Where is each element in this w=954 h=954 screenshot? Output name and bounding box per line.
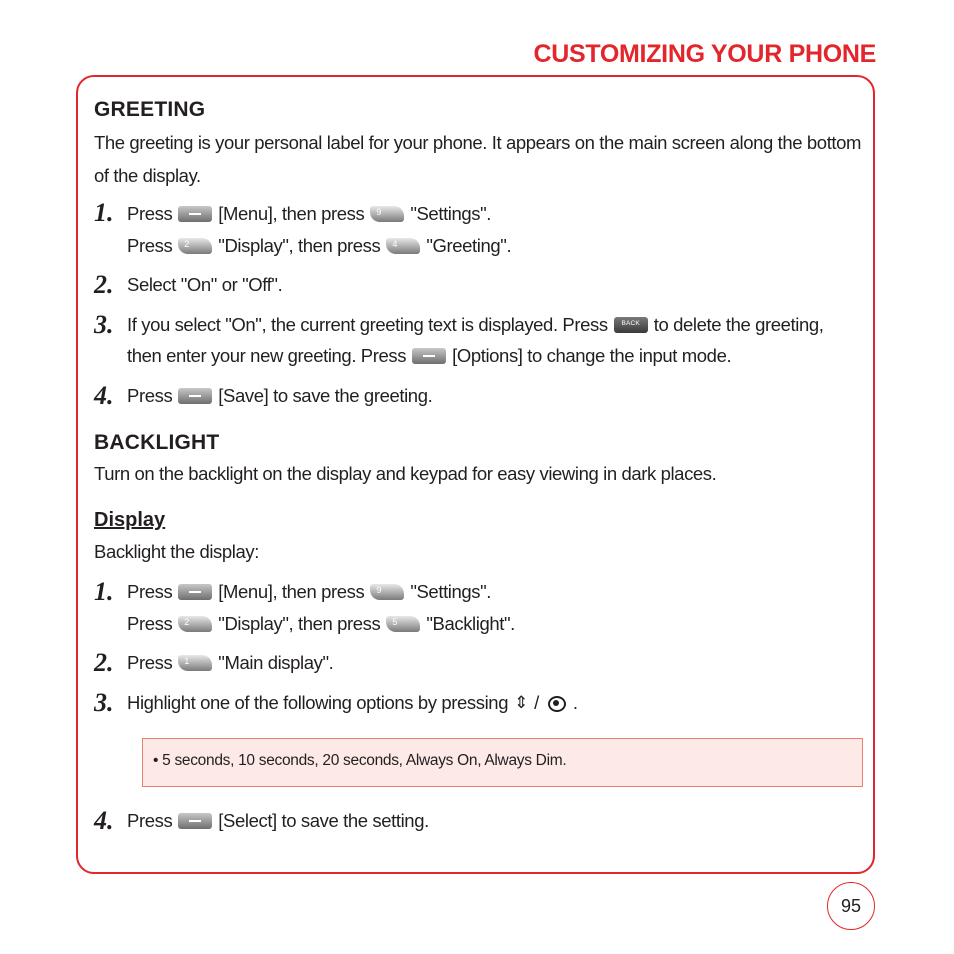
greeting-step2-line <box>127 274 282 296</box>
display-step4-line <box>127 810 429 832</box>
greeting-step4-number: 4. <box>94 381 114 410</box>
key-label: 1 <box>184 656 190 666</box>
step-text: [Menu], then press <box>218 581 365 602</box>
options-box <box>142 738 863 787</box>
key-label: 4 <box>392 239 398 249</box>
display-step1-number: 1. <box>94 577 114 606</box>
soft-key-icon <box>178 388 212 404</box>
greeting-step3-line1 <box>127 314 824 336</box>
key-label: 5 <box>392 617 398 627</box>
options-list: • 5 seconds, 10 seconds, 20 seconds, Always On, Always Dim. <box>153 752 567 769</box>
key-label: 2 <box>184 239 190 249</box>
step-text: "Backlight". <box>426 613 515 634</box>
key-label: 9 <box>376 207 382 217</box>
greeting-step2-number: 2. <box>94 270 114 299</box>
step-text: Press <box>127 613 173 634</box>
step-text: "Greeting". <box>426 235 512 256</box>
key-label: 2 <box>184 617 190 627</box>
step-text: Press <box>127 581 173 602</box>
step-text: [Select] to save the setting. <box>218 810 429 831</box>
display-subtitle: Display <box>94 509 166 531</box>
key-2-icon <box>178 238 212 254</box>
step-text: If you select "On", the current greeting text is displayed. Press <box>127 314 608 335</box>
step-text: Select "On" or "Off". <box>127 274 283 295</box>
step-text: then enter your new greeting. Press <box>127 345 407 366</box>
key-9-icon <box>370 206 404 222</box>
greeting-step3-number: 3. <box>94 310 114 339</box>
step-text: Press <box>127 385 173 406</box>
soft-key-icon <box>178 584 212 600</box>
display-step3-line <box>127 692 578 714</box>
greeting-step1-line2 <box>127 235 511 257</box>
soft-key-icon <box>412 348 446 364</box>
display-step1-line1 <box>127 581 491 603</box>
step-text: / <box>534 692 539 713</box>
step-text: "Display", then press <box>218 235 381 256</box>
display-step4-number: 4. <box>94 806 114 835</box>
greeting-title: GREETING <box>94 98 206 121</box>
backlight-intro: Turn on the backlight on the display and keypad for easy viewing in dark places. <box>94 463 717 484</box>
display-step3-number: 3. <box>94 688 114 717</box>
greeting-intro-line1: The greeting is your personal label for your phone. It appears on the main screen along the bottom <box>94 132 862 153</box>
key-1-icon <box>178 655 212 671</box>
soft-key-icon <box>178 813 212 829</box>
key-9-icon <box>370 584 404 600</box>
step-text: Highlight one of the following options by pressing <box>127 692 509 713</box>
step-text: Press <box>127 203 173 224</box>
step-text: "Settings". <box>410 581 492 602</box>
speaker-icon <box>545 695 567 711</box>
display-step2-number: 2. <box>94 648 114 677</box>
greeting-step1-line1 <box>127 203 491 225</box>
display-intro: Backlight the display: <box>94 541 259 562</box>
key-label: BACK <box>621 320 640 327</box>
up-down-nav-icon: ⇕ <box>514 693 529 712</box>
greeting-intro-line2: of the display. <box>94 165 201 186</box>
step-text: Press <box>127 810 173 831</box>
page-number: 95 <box>827 882 875 930</box>
display-step2-line <box>127 652 333 674</box>
backlight-title: BACKLIGHT <box>94 431 220 454</box>
step-text: Press <box>127 652 173 673</box>
step-text: "Main display". <box>218 652 334 673</box>
step-text: Press <box>127 235 173 256</box>
step-text: "Settings". <box>410 203 492 224</box>
step-text: . <box>572 692 578 713</box>
key-label: 9 <box>376 585 382 595</box>
step-text: [Save] to save the greeting. <box>218 385 433 406</box>
greeting-step1-number: 1. <box>94 198 114 227</box>
step-text: [Menu], then press <box>218 203 365 224</box>
step-text: to delete the greeting, <box>653 314 824 335</box>
step-text: [Options] to change the input mode. <box>452 345 732 366</box>
key-2-icon <box>178 616 212 632</box>
greeting-step3-line2 <box>127 345 731 367</box>
key-4-icon <box>386 238 420 254</box>
section-header: CUSTOMIZING YOUR PHONE <box>533 40 876 68</box>
display-step1-line2 <box>127 613 515 635</box>
greeting-step4-line <box>127 385 432 407</box>
step-text: "Display", then press <box>218 613 381 634</box>
back-key-icon <box>614 317 648 333</box>
key-5-icon <box>386 616 420 632</box>
soft-key-icon <box>178 206 212 222</box>
